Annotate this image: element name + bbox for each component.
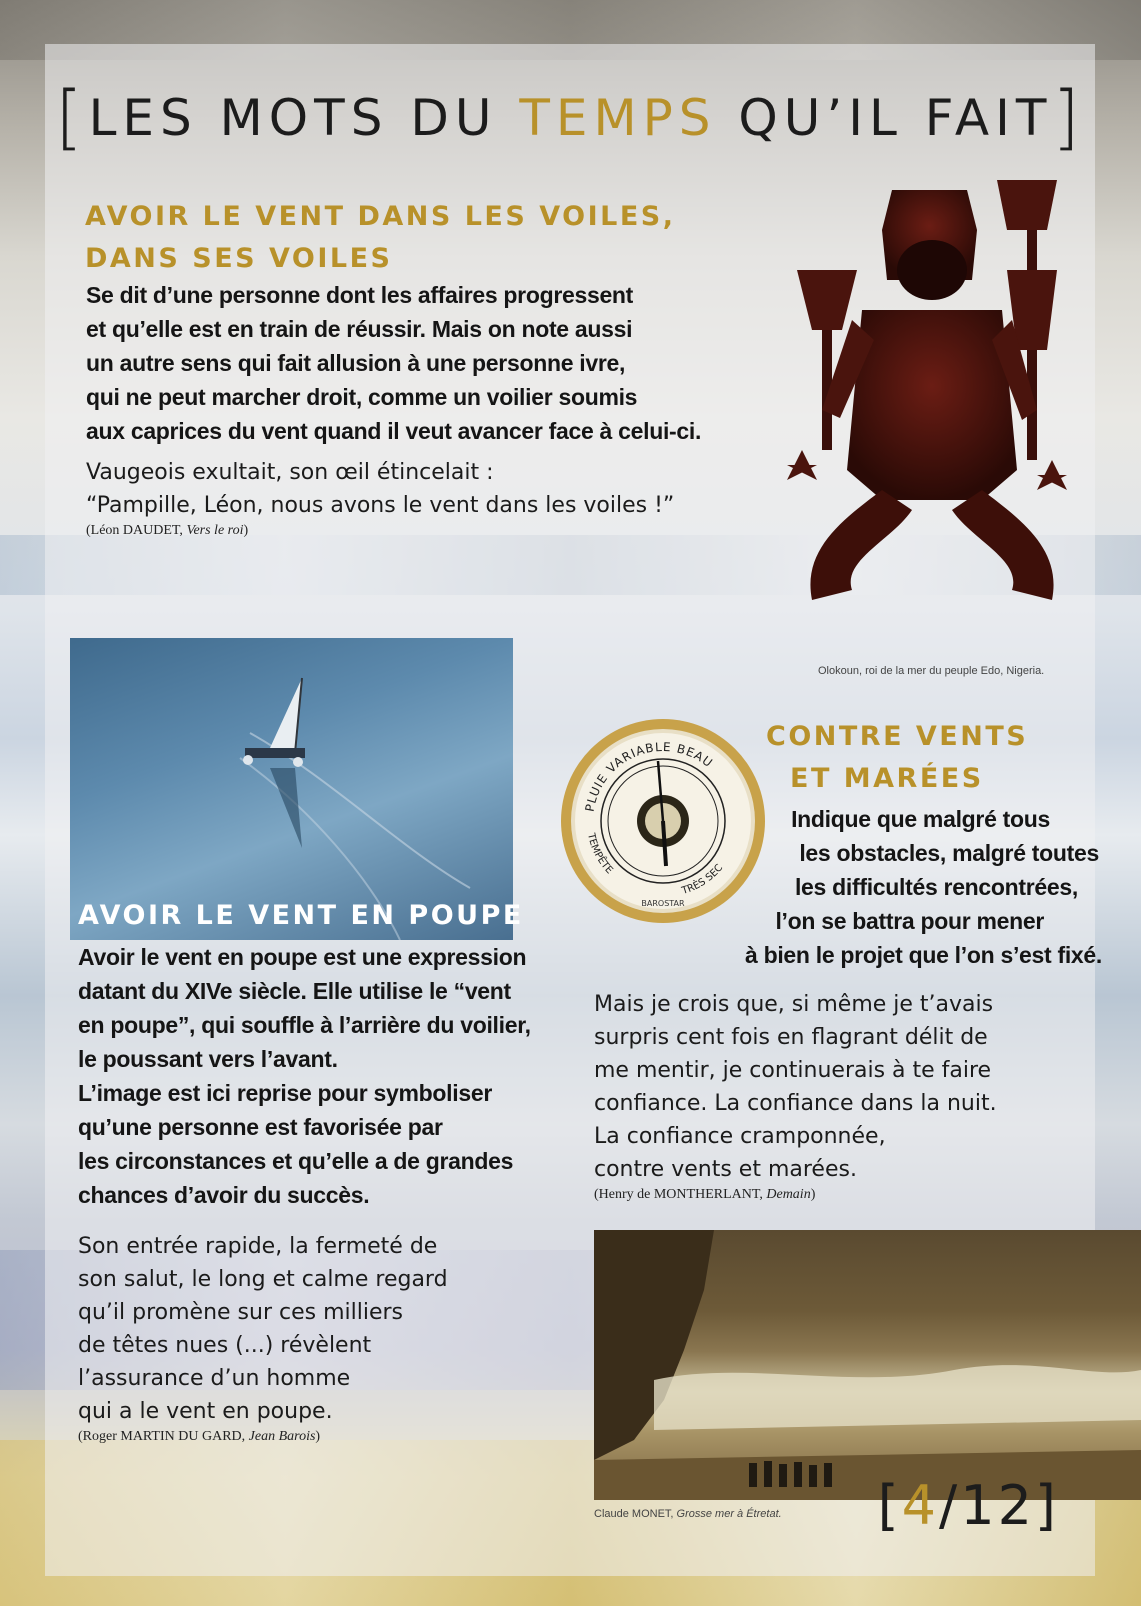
svg-text:TRÈS SEC: TRÈS SEC	[680, 862, 726, 897]
svg-text:PLUIE VARIABLE BEAU: PLUIE VARIABLE BEAU	[582, 739, 716, 813]
section-heading-vent-voiles: AVOIR LE VENT DANS LES VOILES, DANS SES VOILES	[85, 201, 676, 274]
section-heading-vent-poupe: AVOIR LE VENT EN POUPE	[78, 900, 524, 931]
svg-text:BAROSTAR: BAROSTAR	[641, 899, 685, 908]
page-number: [4/12]	[877, 1474, 1059, 1537]
citation: (Henry de MONTHERLANT, Demain)	[594, 1187, 816, 1202]
definition-contre-vents: Indique que malgré tous les obstacles, malgré toutes les difficultés rencontrées, l’on se battra pour mener à bien le projet que l’on s’est fixé.	[745, 806, 1102, 968]
monet-painting	[594, 1230, 1141, 1500]
quote-montherlant: Mais je crois que, si même je t’avais surpris cent fois en flagrant délit de me mentir, je continuerais à te faire confiance. La confiance dans la nuit. La confiance cramponnée, contre vents et marées. (Henry de MONTHERLANT, Demain)	[594, 992, 997, 1202]
definition-vent-poupe: Avoir le vent en poupe est une expression datant du XIVe siècle. Elle utilise le “vent en poupe”, qui souffle à l’arrière du voilier, le poussant vers l’avant. L’image est ici reprise pour symboliser qu’une personne est favorisée par les circonstances et qu’elle a de grandes chances d’avoir du succès.	[78, 944, 531, 1208]
svg-text:TEMPÊTE: TEMPÊTE	[585, 832, 615, 877]
quote-martin-du-gard: Son entrée rapide, la fermeté de son salut, le long et calme regard qu’il promène sur ces milliers de têtes nues (...) révèlent l’assurance d’un homme qui a le vent en poupe. (Roger MARTIN DU GARD, Jean Barois)	[78, 1234, 448, 1444]
painting-caption: Claude MONET, Grosse mer à Étretat.	[594, 1508, 782, 1520]
page-title: [LES MOTS DU TEMPS QU’IL FAIT]	[55, 76, 1086, 158]
statue-image	[782, 170, 1082, 630]
statue-caption: Olokoun, roi de la mer du peuple Edo, Nigeria.	[818, 665, 1045, 677]
quote-daudet: Vaugeois exultait, son œil étincelait : “Pampille, Léon, nous avons le vent dans les voiles !” (Léon DAUDET, Vers le roi)	[86, 460, 675, 538]
section-heading-contre-vents: CONTRE VENTS ET MARÉES	[766, 721, 1029, 794]
citation: (Roger MARTIN DU GARD, Jean Barois)	[78, 1429, 321, 1444]
citation: (Léon DAUDET, Vers le roi)	[86, 523, 249, 538]
definition-vent-voiles: Se dit d’une personne dont les affaires progressent et qu’elle est en train de réussir. Mais on note aussi un autre sens qui fait allusion à une personne ivre, qui ne peut marcher droit, comme un voilier soumis aux caprices du vent quand il veut avancer face à celui-ci.	[86, 282, 702, 444]
